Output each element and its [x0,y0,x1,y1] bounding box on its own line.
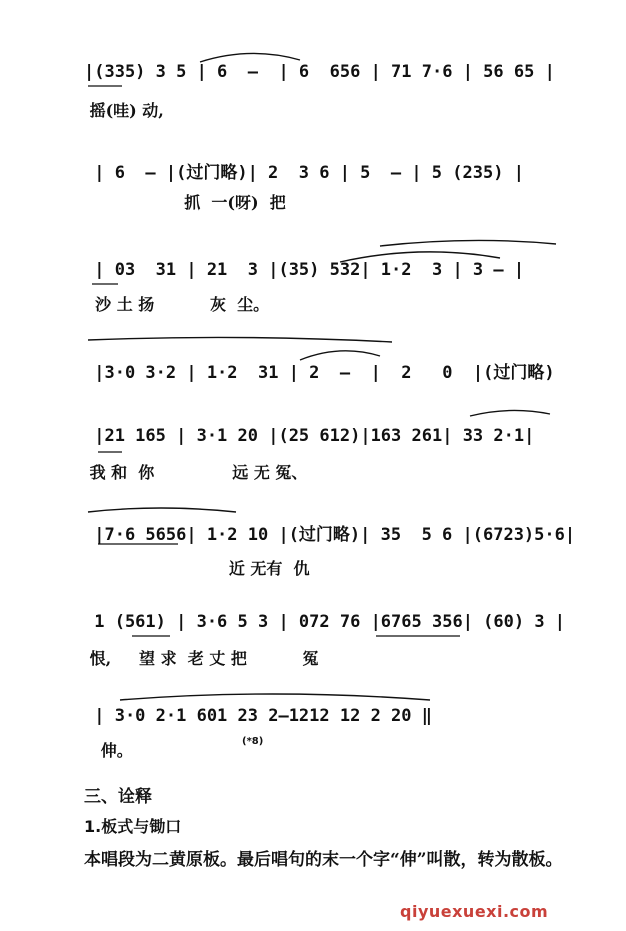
slur-arc [88,508,236,512]
slur-arc [380,240,556,246]
lyrics-line-1: 摇(哇) 动, [84,101,164,120]
lyrics-line-5: 我 和 你 远 无 冤、 [84,463,308,482]
slur-arc [200,53,300,62]
site-watermark: qiyuexuexi.com [400,902,549,921]
notes-line-3: | 03 31 | 21 3 |(35) 532| 1·2 3 | 3 — | [84,260,525,280]
section-heading: 三、诠释 [84,787,152,807]
lyrics-line-3: 沙 土 扬 灰 尘。 [84,295,270,314]
notes-line-7: 1 (561) | 3·6 5 3 | 072 76 |6765 356| (60) 3 | [84,612,566,632]
lyrics-line-8: 伸。 [84,741,133,760]
slur-arc [120,694,430,700]
slur-arc [88,337,392,342]
section-subheading: 1.板式与锄口 [84,817,182,836]
footnote-mark: (*8) [242,736,264,747]
notes-line-1: |(335) 3 5 | 6 — | 6 656 | 71 7·6 | 56 65 | [84,62,555,82]
notes-line-4: |3·0 3·2 | 1·2 31 | 2 — | 2 0 |(过门略) [84,363,555,383]
lyrics-line-2: 抓 一(呀) 把 [84,193,286,212]
slur-arc [470,410,550,416]
notes-line-5: |21 165 | 3·1 20 |(25 612)|163 261| 33 2·1| [84,426,535,446]
lyrics-line-6: 近 无有 仇 [84,559,310,578]
notes-line-6: |7·6 5656| 1·2 10 |(过门略)| 35 5 6 |(6723)5·6| [84,525,576,545]
lyrics-line-7: 恨, 望 求 老 丈 把 冤 [84,649,319,668]
section-paragraph: 本唱段为二黄原板。最后唱句的末一个字“伸”叫散，转为散板。 [84,850,563,870]
notes-line-2: | 6 — |(过门略)| 2 3 6 | 5 — | 5 (235) | [84,163,524,183]
notes-line-8: | 3·0 2·1 601 23 2—1212 12 2 20 ‖ [84,706,432,726]
